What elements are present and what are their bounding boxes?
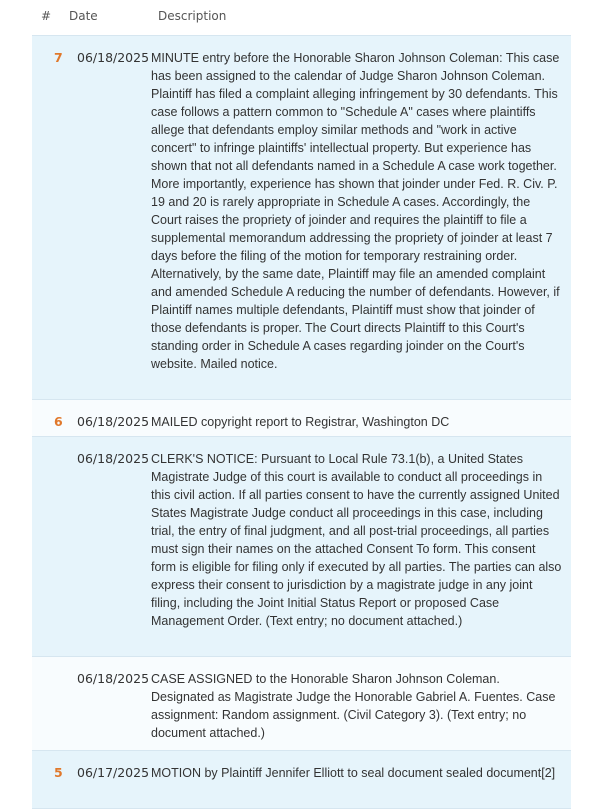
docket-entry-row <box>32 751 571 809</box>
entry-description: CLERK'S NOTICE: Pursuant to Local Rule 73.1(b), a United States Magistrate Judge of this court is available to conduct all proceedings in this civil action. If all parties consent to have the currently assigned United States Magistrate Judge conduct all proceedings in this case, including trial, the entry of final judgment, and all post-trial proceedings, all parties must sign their names on the attached Consent To form. This consent form is eligible for filing only if executed by all parties. The parties can also express their consent to jurisdiction by a magistrate judge in any joint filing, including the Joint Initial Status Report or proposed Case Management Order. (Text entry; no document attached.) <box>151 452 562 628</box>
entry-date: 06/18/2025 <box>77 451 150 466</box>
entry-number-link[interactable]: 5 <box>54 765 63 780</box>
docket-entry-row <box>32 400 571 437</box>
docket-entry-row <box>32 657 571 751</box>
entry-date: 06/18/2025 <box>77 50 150 65</box>
docket-entry-row <box>32 36 571 400</box>
entry-date: 06/18/2025 <box>77 671 150 686</box>
column-header-date: Date <box>69 9 98 23</box>
entry-date: 06/18/2025 <box>77 414 150 429</box>
entry-description: MAILED copyright report to Registrar, Washington DC <box>151 415 450 429</box>
docket-table-header <box>0 0 605 36</box>
entry-date: 06/17/2025 <box>77 765 150 780</box>
column-header-description: Description <box>158 9 227 23</box>
entry-description: MOTION by Plaintiff Jennifer Elliott to seal document sealed document[2] <box>151 766 556 780</box>
docket-entries-table <box>32 35 571 809</box>
entry-description: MINUTE entry before the Honorable Sharon Johnson Coleman: This case has been assigned to the calendar of Judge Sharon Johnson Coleman. Plaintiff has filed a complaint alleging infringement by 30 defendants. This case follows a pattern common to "Schedule A" cases where plaintiffs allege that defendants employ similar methods and "work in active concert" to infringe plaintiffs' intellectual property. But experience has shown that not all defendants named in a Schedule A case work together. More importantly, experience has shown that joinder under Fed. R. Civ. P. 19 and 20 is rarely appropriate in Schedule A cases. Accordingly, the Court raises the propriety of joinder and requires the plaintiff to file a supplemental memorandum addressing the propriety of joinder at least 7 days before the filing of the motion for temporary restraining order. Alternatively, by the same date, Plaintiff may file an amended complaint and amended Schedule A reducing the number of defendants. However, if Plaintiff names multiple defendants, Plaintiff must show that joinder of those defendants is proper. The Court directs Plaintiff to this Court's standing order in Schedule A cases regarding joinder on the Court's website. Mailed notice. <box>151 51 560 371</box>
column-header-number: # <box>41 9 52 23</box>
docket-entry-row <box>32 437 571 657</box>
entry-number-link[interactable]: 7 <box>54 50 63 65</box>
entry-description: CASE ASSIGNED to the Honorable Sharon Johnson Coleman. Designated as Magistrate Judge the Honorable Gabriel A. Fuentes. Case assignment: Random assignment. (Civil Category 3). (Text entry; no document attached.) <box>151 672 556 740</box>
entry-number-link[interactable]: 6 <box>54 414 63 429</box>
